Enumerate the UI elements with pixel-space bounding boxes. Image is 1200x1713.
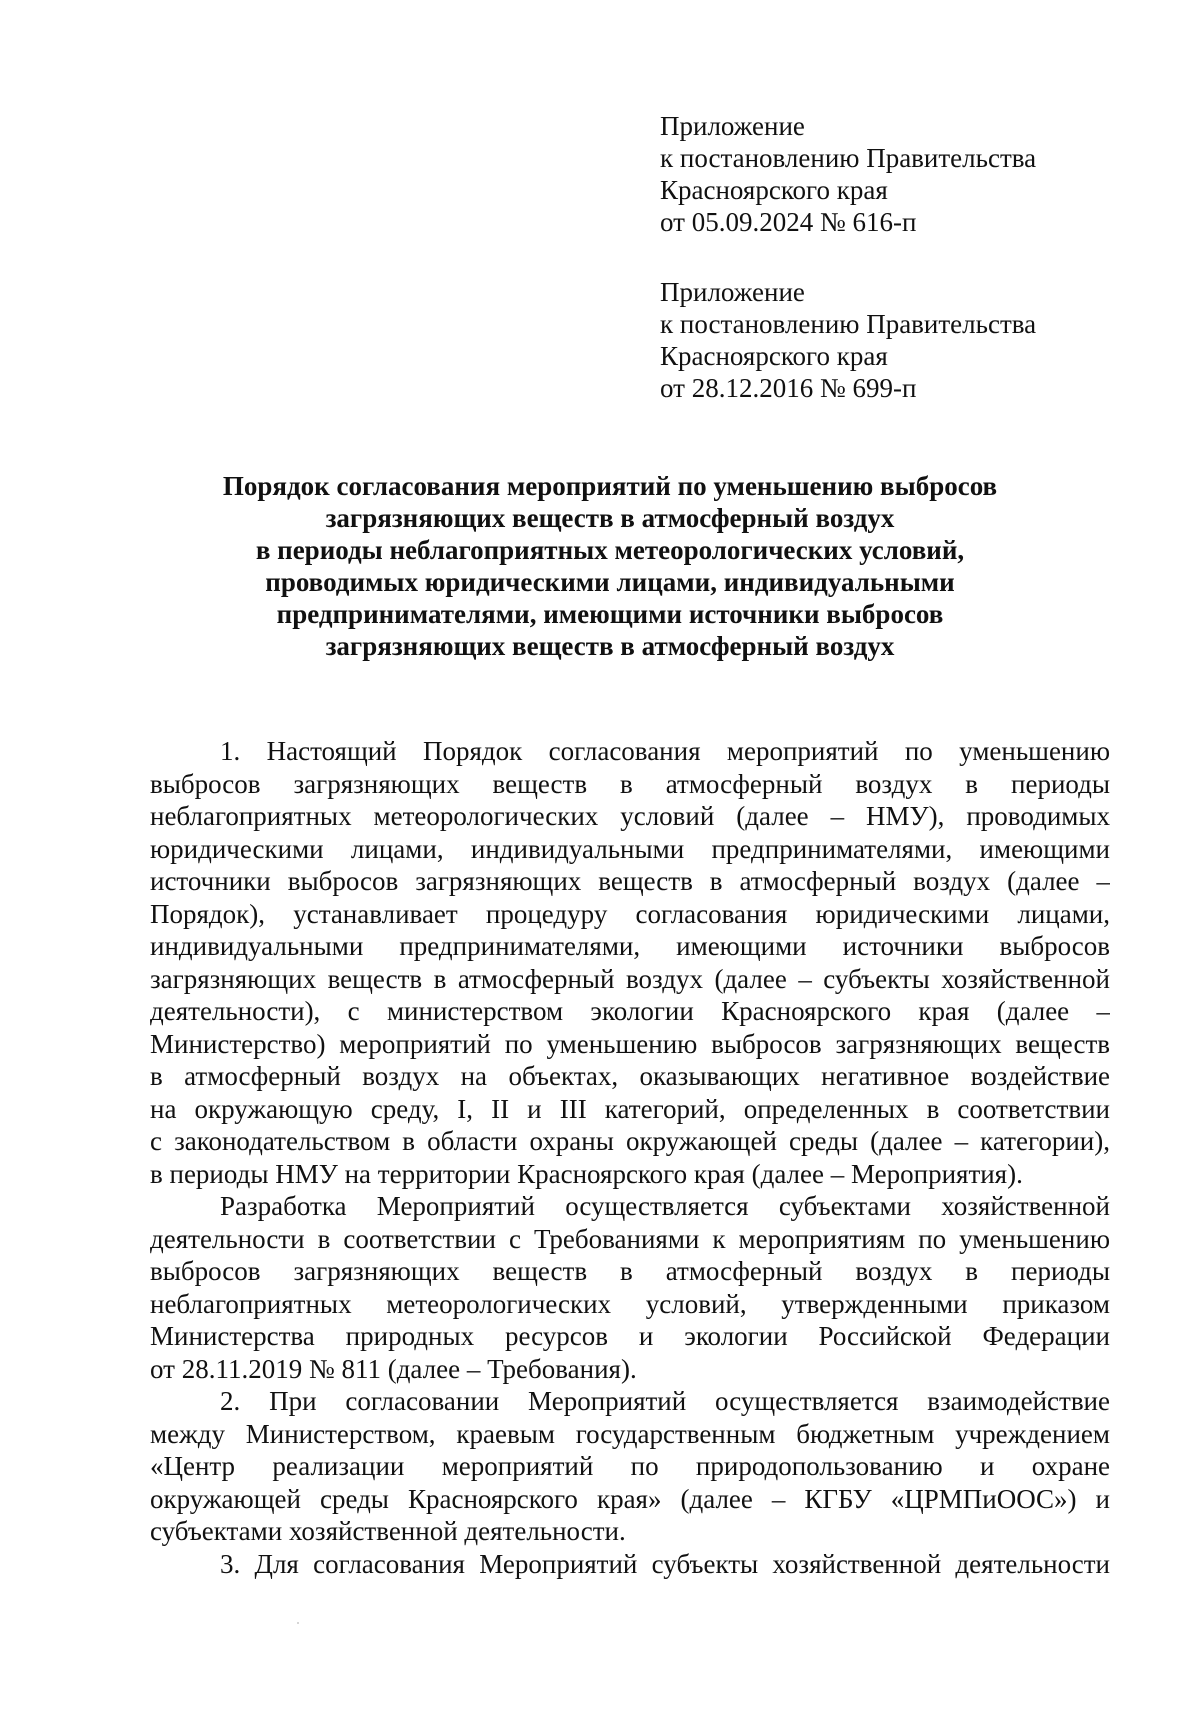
body-line: неблагоприятных метеорологических условий (далее – НМУ), проводимых	[150, 801, 1110, 831]
body-line: «Центр реализации мероприятий по природопользованию и охране	[150, 1451, 1110, 1481]
body-line: индивидуальными предпринимателями, имеющими источники выбросов	[150, 931, 1110, 961]
body-line: между Министерством, краевым государственным бюджетным учреждением	[150, 1418, 1110, 1449]
annex-resolution: к постановлению Правительства	[660, 143, 1037, 173]
annex-block-original	[660, 276, 1120, 404]
paragraph-3	[150, 1385, 1110, 1548]
body-line: загрязняющих веществ в атмосферный воздух (далее – субъекты хозяйственной	[150, 963, 1110, 994]
title-line: Порядок согласования мероприятий по уменьшению выбросов	[222, 471, 998, 501]
body-line: в периоды НМУ на территории Красноярского края (далее – Мероприятия).	[150, 1158, 1023, 1189]
annex-region: Красноярского края	[660, 341, 888, 371]
annex-region: Красноярского края	[660, 175, 888, 205]
body-line: Порядок), устанавливает процедуру согласования юридическими лицами,	[150, 898, 1110, 929]
body-line: выбросов загрязняющих веществ в атмосферный воздух в периоды	[150, 768, 1110, 799]
body-line: в атмосферный воздух на объектах, оказывающих негативное воздействие	[150, 1061, 1110, 1091]
paragraph-4	[150, 1548, 1110, 1581]
body-line: источники выбросов загрязняющих веществ в атмосферный воздух (далее –	[150, 866, 1110, 896]
body-line: выбросов загрязняющих веществ в атмосферный воздух в периоды	[150, 1256, 1110, 1286]
body-line: 3. Для согласования Мероприятий субъекты хозяйственной деятельности	[220, 1548, 1110, 1579]
paragraph-1	[150, 735, 1110, 1190]
body-line: 1. Настоящий Порядок согласования мероприятий по уменьшению	[220, 736, 1110, 766]
annex-label: Приложение	[660, 111, 805, 141]
body-line: Министерство) мероприятий по уменьшению выбросов загрязняющих веществ	[150, 1028, 1110, 1059]
annex-label: Приложение	[660, 277, 805, 307]
body-line: окружающей среды Красноярского края» (далее – КГБУ «ЦРМПиООС») и	[150, 1483, 1110, 1514]
body-line: субъектами хозяйственной деятельности.	[150, 1516, 626, 1546]
body-line: деятельности), с министерством экологии Красноярского края (далее –	[150, 996, 1110, 1026]
title-line: предпринимателями, имеющими источники выбросов	[276, 599, 944, 629]
annex-date-number: от 28.12.2016 № 699-п	[660, 373, 917, 403]
title-line: загрязняющих веществ в атмосферный воздух	[325, 631, 895, 661]
scan-speck	[297, 1622, 299, 1624]
body-line: 2. При согласовании Мероприятий осуществляется взаимодействие	[220, 1386, 1110, 1416]
document-title	[130, 470, 1090, 662]
body-line: Министерства природных ресурсов и экологии Российской Федерации	[150, 1321, 1110, 1351]
annex-block-current	[660, 110, 1120, 238]
body-line: юридическими лицами, индивидуальными предпринимателями, имеющими	[150, 833, 1110, 864]
title-line: загрязняющих веществ в атмосферный воздух	[325, 503, 895, 533]
body-line: от 28.11.2019 № 811 (далее – Требования).	[150, 1353, 637, 1384]
body-line: неблагоприятных метеорологических условий, утвержденными приказом	[150, 1288, 1110, 1319]
body-line: на окружающую среду, I, II и III категорий, определенных в соответствии	[150, 1093, 1110, 1124]
annex-date-number: от 05.09.2024 № 616-п	[660, 207, 917, 237]
title-line: в периоды неблагоприятных метеорологических условий,	[255, 535, 965, 565]
paragraph-2	[150, 1190, 1110, 1385]
annex-resolution: к постановлению Правительства	[660, 309, 1037, 339]
document-body	[150, 735, 1110, 1580]
body-line: с законодательством в области охраны окружающей среды (далее – категории),	[150, 1126, 1110, 1156]
title-line: проводимых юридическими лицами, индивидуальными	[265, 567, 955, 597]
body-line: деятельности в соответствии с Требованиями к мероприятиям по уменьшению	[150, 1223, 1110, 1254]
body-line: Разработка Мероприятий осуществляется субъектами хозяйственной	[220, 1191, 1110, 1221]
